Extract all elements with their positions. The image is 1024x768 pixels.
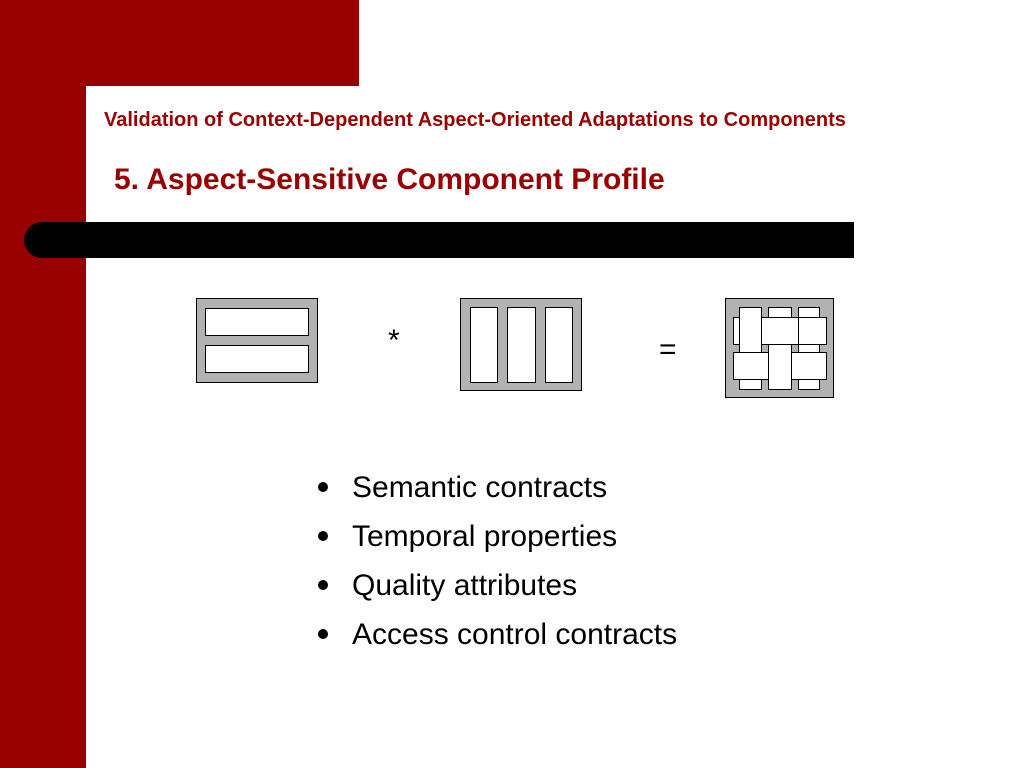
bullet-icon [318,531,328,541]
bullet-list [318,468,677,664]
vertical-decomposition-icon [461,299,582,391]
list-item-text: Semantic contracts [352,471,608,504]
bullet-icon [318,580,328,590]
list-item-text: Quality attributes [352,569,578,602]
slide-title: 5. Aspect-Sensitive Component Profile [114,163,665,196]
slide-subtitle: Validation of Context-Dependent Aspect-Oriented Adaptations to Components [104,109,846,131]
horizontal-decomposition-icon [197,299,318,383]
list-item-text: Access control contracts [352,618,678,651]
bullet-icon [318,482,328,492]
woven-component-icon [726,299,834,398]
list-item-text: Temporal properties [352,520,618,553]
bullet-icon [318,629,328,639]
multiply-operator: * [388,324,400,357]
list-item [318,468,677,517]
list-item [318,615,677,664]
list-item [318,566,677,615]
equals-operator: = [659,333,677,366]
list-item [318,517,677,566]
